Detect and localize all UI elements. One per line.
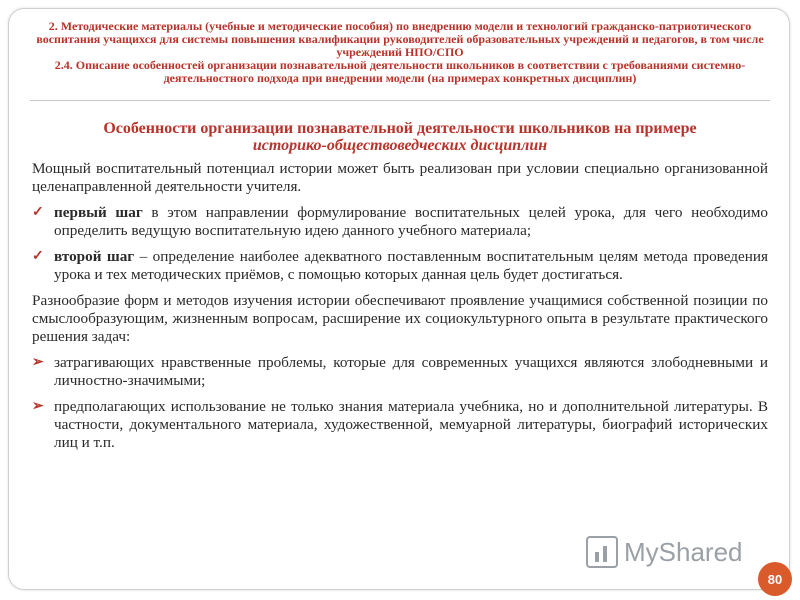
checkmark-icon: ✓ xyxy=(32,249,44,264)
divider xyxy=(30,100,770,101)
list-item xyxy=(32,204,768,240)
slide-content xyxy=(32,160,768,460)
slide-header xyxy=(34,20,766,85)
title-main: Особенности организации познавательной деятельности школьников на примере xyxy=(103,120,697,137)
title-sub: историко-обществоведческих дисциплин xyxy=(252,137,548,154)
step-lead: первый шаг xyxy=(54,204,143,221)
checkmark-icon: ✓ xyxy=(32,205,44,220)
arrow-bullet-icon: ➢ xyxy=(32,355,44,370)
header-line-2: 2.4. Описание особенностей организации познавательной деятельности школьников в соответствии с требованиями системно-деятельностного подхода при внедрении модели (на примерах конкретных дисциплин) xyxy=(54,58,746,85)
logo-text: MyShared xyxy=(624,536,743,567)
steps-list xyxy=(32,204,768,284)
chart-box-icon xyxy=(586,536,618,568)
myshared-logo[interactable] xyxy=(586,534,756,570)
intro-paragraph: Мощный воспитательный потенциал истории может быть реализован при условии специально организованной целенаправленной деятельности учителя. xyxy=(32,160,768,195)
header-line-1: 2. Методические материалы (учебные и методические пособия) по внедрению модели и технологий гражданско-патриотического воспитания учащихся для системы повышения квалификации руководителей образовательных учреждений и педагогов, в том числе учреждений НПО/СПО xyxy=(36,19,764,59)
task-text: предполагающих использование не только знания материала учебника, но и дополнительной литературы. В частности, документального материала, художественной, мемуарной литературы, биографий исторических лиц и т.п. xyxy=(54,398,768,451)
page-number-badge: 80 xyxy=(758,562,792,596)
list-item xyxy=(32,248,768,284)
step-lead: второй шаг xyxy=(54,248,135,265)
second-paragraph: Разнообразие форм и методов изучения истории обеспечивают проявление учащимися собственной позиции по смыслообразующим, жизненным вопросам, расширение их социокультурного опыта в результате практического решения задач: xyxy=(32,292,768,345)
step-text: в этом направлении формулирование воспитательных целей урока, для чего необходимо определить ведущую воспитательную идею данного учебного материала; xyxy=(54,204,768,239)
list-item xyxy=(32,398,768,452)
task-text: затрагивающих нравственные проблемы, которые для современных учащихся являются злободневными и личностно-значимыми; xyxy=(54,354,768,389)
step-text: – определение наиболее адекватного поставленным воспитательным целям метода проведения урока и тех методических приёмов, с помощью которых данная цель будет достигаться. xyxy=(54,248,768,283)
list-item xyxy=(32,354,768,390)
tasks-list xyxy=(32,354,768,452)
slide-title xyxy=(34,120,766,154)
arrow-bullet-icon: ➢ xyxy=(32,399,44,414)
